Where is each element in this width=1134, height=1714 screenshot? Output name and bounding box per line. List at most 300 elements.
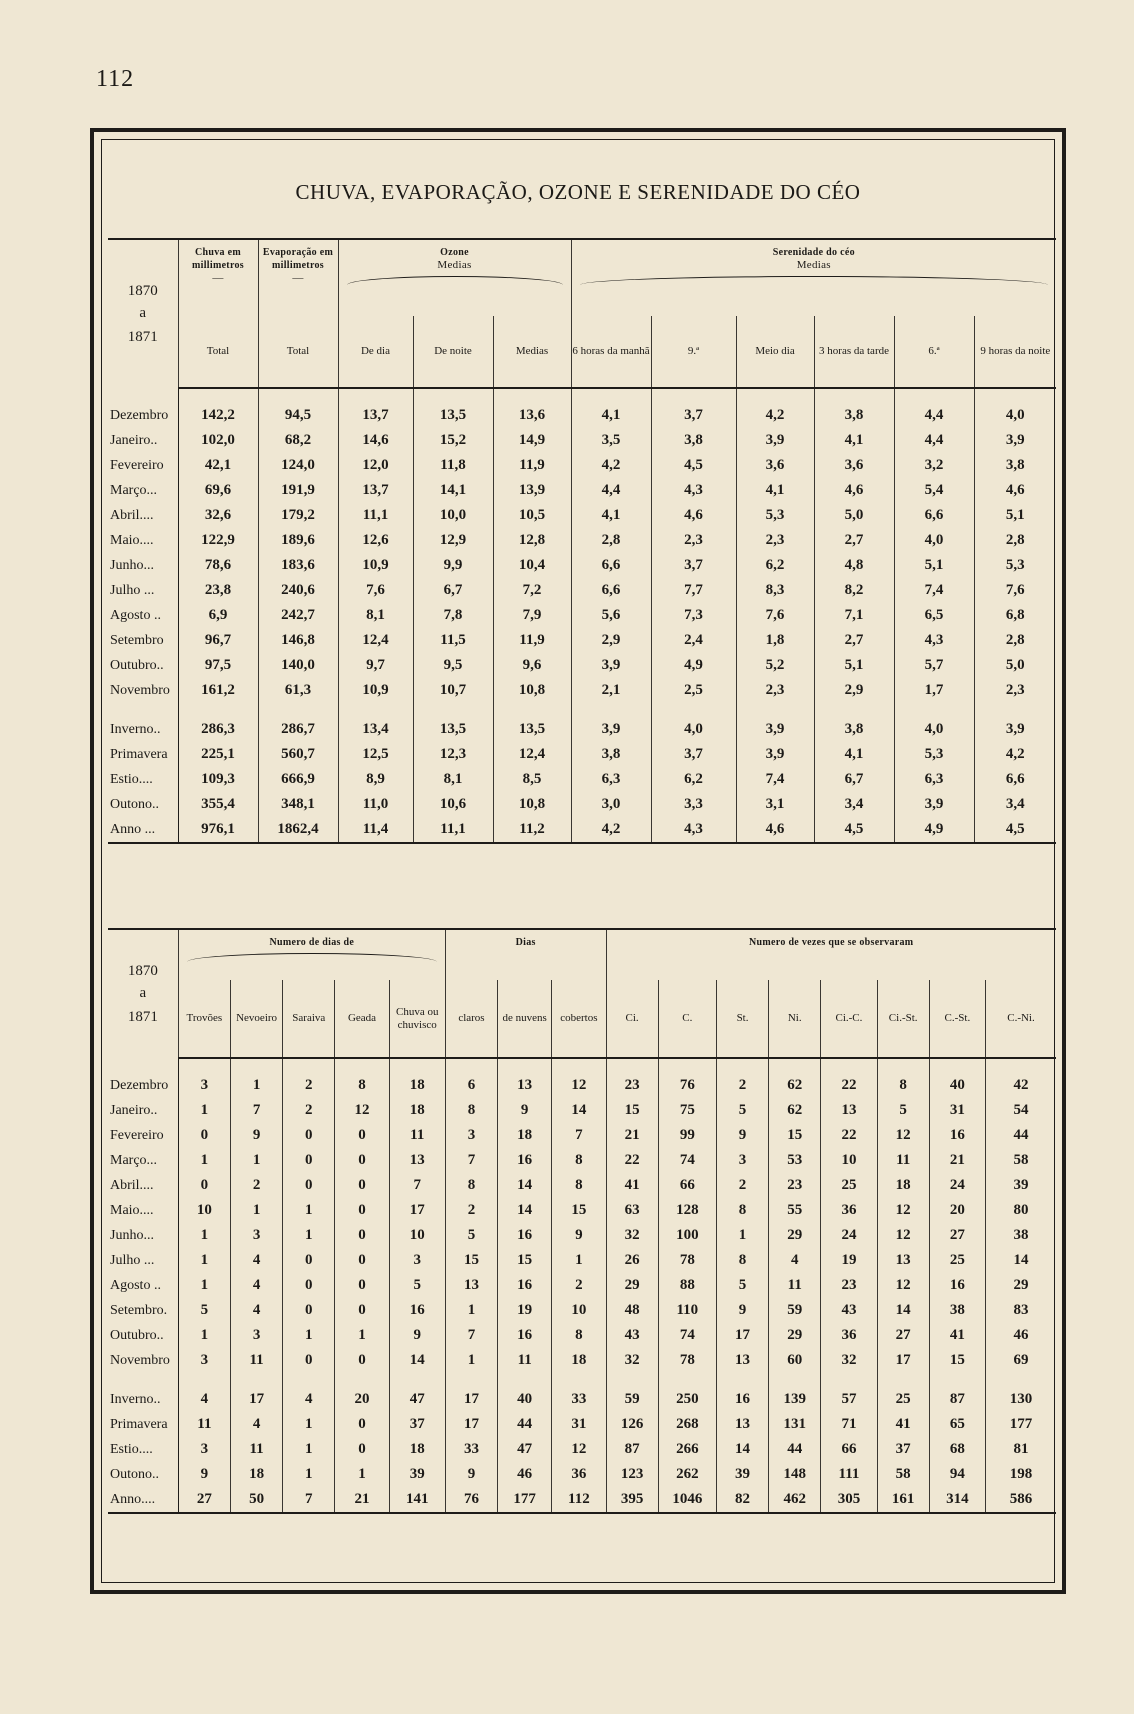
table-row <box>108 1248 1056 1273</box>
table-cell: 25 <box>929 1248 985 1273</box>
table-cell: 12,8 <box>493 528 571 553</box>
table-cell: 5 <box>716 1098 768 1123</box>
table-cell: 1 <box>335 1323 389 1348</box>
table-cell: 7,2 <box>493 578 571 603</box>
table-cell: 24 <box>929 1173 985 1198</box>
dash: — <box>292 272 304 284</box>
spacer-cell <box>716 1373 768 1387</box>
row-label: Junho... <box>108 553 178 578</box>
table-cell: 3,3 <box>651 792 736 817</box>
table-cell: 15 <box>498 1248 552 1273</box>
table-cell: 1 <box>283 1198 335 1223</box>
table-cell: 348,1 <box>258 792 338 817</box>
numero-vezes-label: Numero de vezes que se observaram <box>749 937 914 948</box>
table-cell: 100 <box>658 1223 716 1248</box>
table-cell: 37 <box>389 1412 445 1437</box>
table-cell: 1 <box>230 1073 282 1098</box>
table-cell: 3,5 <box>571 428 651 453</box>
row-label: Maio.... <box>108 1198 178 1223</box>
spacer-cell <box>413 703 493 717</box>
table-cell: 4,1 <box>571 403 651 428</box>
table-cell: 12 <box>877 1223 929 1248</box>
table-cell: 8,9 <box>338 767 413 792</box>
table-cell: 29 <box>606 1273 658 1298</box>
table-cell: 16 <box>389 1298 445 1323</box>
table-cell: 110 <box>658 1298 716 1323</box>
table-cell: 4,2 <box>571 817 651 843</box>
table-cell: 94 <box>929 1462 985 1487</box>
table-cell: 14 <box>389 1348 445 1373</box>
table-cell: 40 <box>929 1073 985 1098</box>
table-cell: 102,0 <box>178 428 258 453</box>
table-cell: 43 <box>606 1323 658 1348</box>
table-cell: 38 <box>929 1298 985 1323</box>
table-cell: 4 <box>769 1248 821 1273</box>
row-label: Novembro <box>108 678 178 703</box>
spacer-cell <box>821 1373 877 1387</box>
table-cell: 18 <box>498 1123 552 1148</box>
table-row <box>108 817 1056 843</box>
spacer-cell <box>498 1373 552 1387</box>
column-header: Chuva ou chuvisco <box>389 980 445 1058</box>
table-cell: 5 <box>716 1273 768 1298</box>
table-cell: 4,1 <box>736 478 814 503</box>
table-cell: 12,6 <box>338 528 413 553</box>
table-cell: 4,5 <box>651 453 736 478</box>
table-row <box>108 1323 1056 1348</box>
brace-line <box>187 953 437 962</box>
table-cell: 65 <box>929 1412 985 1437</box>
table-row <box>108 1098 1056 1123</box>
table-cell: 29 <box>985 1273 1056 1298</box>
spacer-cell <box>769 1058 821 1073</box>
table-cell: 2,3 <box>974 678 1056 703</box>
row-label: Agosto .. <box>108 1273 178 1298</box>
dias-label: Dias <box>515 937 536 948</box>
table-cell: 10,5 <box>493 503 571 528</box>
table-cell: 12,0 <box>338 453 413 478</box>
spacer-cell <box>606 1058 658 1073</box>
spacer-cell <box>716 1058 768 1073</box>
table-cell: 78,6 <box>178 553 258 578</box>
stub2-a: a <box>139 985 147 1001</box>
table-cell: 240,6 <box>258 578 338 603</box>
table-cell: 16 <box>498 1323 552 1348</box>
table-cell: 6,6 <box>571 578 651 603</box>
table-row <box>108 742 1056 767</box>
table-cell: 11,8 <box>413 453 493 478</box>
spacer-cell <box>108 703 178 717</box>
table-cell: 5 <box>389 1273 445 1298</box>
spacer-cell <box>769 1373 821 1387</box>
table-row <box>108 503 1056 528</box>
table-cell: 266 <box>658 1437 716 1462</box>
column-header: de nuvens <box>498 980 552 1058</box>
table-cell: 76 <box>658 1073 716 1098</box>
column-header: Nevoeiro <box>230 980 282 1058</box>
table-cell: 87 <box>606 1437 658 1462</box>
table-cell: 4,2 <box>571 453 651 478</box>
table-cell: 161 <box>877 1487 929 1513</box>
table-cell: 3,1 <box>736 792 814 817</box>
column-header: Ci. <box>606 980 658 1058</box>
table-cell: 5,0 <box>974 653 1056 678</box>
ozone-sub-label: Medias <box>437 259 472 271</box>
table-cell: 13 <box>445 1273 497 1298</box>
table-cell: 3,8 <box>651 428 736 453</box>
table-cell: 69 <box>985 1348 1056 1373</box>
table-cell: 74 <box>658 1148 716 1173</box>
table-cell: 54 <box>985 1098 1056 1123</box>
row-label: Outubro.. <box>108 653 178 678</box>
table-cell: 16 <box>929 1273 985 1298</box>
table-cell: 2,3 <box>736 528 814 553</box>
spacer-row <box>108 1373 1056 1387</box>
table-cell: 177 <box>498 1487 552 1513</box>
table-row <box>108 1198 1056 1223</box>
table-cell: 12,4 <box>338 628 413 653</box>
table-cell: 4,1 <box>814 742 894 767</box>
spacer-cell <box>571 388 651 403</box>
table-cell: 13,4 <box>338 717 413 742</box>
table-row <box>108 1298 1056 1323</box>
table-cell: 9 <box>716 1123 768 1148</box>
row-label: Março... <box>108 478 178 503</box>
table-cell: 0 <box>283 1348 335 1373</box>
column-header: De noite <box>413 316 493 388</box>
table-cell: 17 <box>230 1387 282 1412</box>
table-cell: 29 <box>769 1323 821 1348</box>
table-cell: 2 <box>283 1073 335 1098</box>
table-cell: 9 <box>498 1098 552 1123</box>
table-cell: 130 <box>985 1387 1056 1412</box>
table-cell: 4 <box>230 1298 282 1323</box>
table-row <box>108 1387 1056 1412</box>
table-cell: 18 <box>389 1098 445 1123</box>
table-cell: 0 <box>335 1298 389 1323</box>
table-cell: 0 <box>283 1173 335 1198</box>
table-cell: 225,1 <box>178 742 258 767</box>
table-cell: 69,6 <box>178 478 258 503</box>
table-frame <box>90 128 1066 1594</box>
table-cell: 148 <box>769 1462 821 1487</box>
column-header: Meio dia <box>736 316 814 388</box>
numero-dias-label: Numero de dias de <box>269 937 355 948</box>
table-cell: 44 <box>985 1123 1056 1148</box>
table-cell: 5,1 <box>894 553 974 578</box>
table-cell: 146,8 <box>258 628 338 653</box>
table-cell: 4,6 <box>974 478 1056 503</box>
spacer-cell <box>985 1058 1056 1073</box>
table-cell: 0 <box>178 1123 230 1148</box>
table-cell: 976,1 <box>178 817 258 843</box>
table-cell: 43 <box>821 1298 877 1323</box>
table-cell: 5,1 <box>814 653 894 678</box>
table-cell: 4,3 <box>651 817 736 843</box>
table-row <box>108 578 1056 603</box>
table-cell: 6,3 <box>894 767 974 792</box>
table-cell: 17 <box>716 1323 768 1348</box>
table-cell: 9,7 <box>338 653 413 678</box>
table-cell: 4,6 <box>814 478 894 503</box>
table-cell: 19 <box>498 1298 552 1323</box>
table-row <box>108 1437 1056 1462</box>
table-cell: 59 <box>606 1387 658 1412</box>
table-cell: 11,2 <box>493 817 571 843</box>
table-cell: 33 <box>552 1387 606 1412</box>
table-cell: 57 <box>821 1387 877 1412</box>
table-cell: 0 <box>283 1273 335 1298</box>
table-cell: 62 <box>769 1073 821 1098</box>
table-cell: 36 <box>552 1462 606 1487</box>
column-header: 3 horas da tarde <box>814 316 894 388</box>
table-cell: 47 <box>389 1387 445 1412</box>
table-cell: 8 <box>716 1198 768 1223</box>
spacer-cell <box>877 1373 929 1387</box>
table-row <box>108 1123 1056 1148</box>
table-cell: 0 <box>283 1148 335 1173</box>
table-cell: 13,9 <box>493 478 571 503</box>
table-cell: 0 <box>335 1248 389 1273</box>
table-cell: 83 <box>985 1298 1056 1323</box>
table-cell: 32,6 <box>178 503 258 528</box>
table-cell: 4,5 <box>814 817 894 843</box>
table-cell: 2 <box>230 1173 282 1198</box>
table-cell: 19 <box>821 1248 877 1273</box>
table-cell: 88 <box>658 1273 716 1298</box>
table-cell: 4,2 <box>736 403 814 428</box>
table-cell: 191,9 <box>258 478 338 503</box>
spacer-cell <box>283 1373 335 1387</box>
table-cell: 12,5 <box>338 742 413 767</box>
table-cell: 131 <box>769 1412 821 1437</box>
column-header: cobertos <box>552 980 606 1058</box>
table-row <box>108 428 1056 453</box>
table-row <box>108 1148 1056 1173</box>
table-row <box>108 653 1056 678</box>
table-cell: 7,6 <box>338 578 413 603</box>
table-cell: 9,5 <box>413 653 493 678</box>
table-row <box>108 1223 1056 1248</box>
spacer-cell <box>335 1058 389 1073</box>
table-cell: 74 <box>658 1323 716 1348</box>
row-label: Janeiro.. <box>108 428 178 453</box>
table-cell: 3,8 <box>571 742 651 767</box>
table-cell: 4,6 <box>651 503 736 528</box>
evaporacao-header <box>258 239 338 316</box>
row-label: Outono.. <box>108 792 178 817</box>
table-cell: 6 <box>445 1073 497 1098</box>
row-label: Outono.. <box>108 1462 178 1487</box>
table-cell: 16 <box>498 1273 552 1298</box>
table-cell: 82 <box>716 1487 768 1513</box>
table-cell: 2 <box>445 1198 497 1223</box>
table-cell: 15 <box>929 1348 985 1373</box>
ozone-header <box>338 239 571 316</box>
table-cell: 16 <box>929 1123 985 1148</box>
table-cell: 18 <box>389 1437 445 1462</box>
column-header: 9.ª <box>651 316 736 388</box>
table-cell: 78 <box>658 1348 716 1373</box>
table-cell: 586 <box>985 1487 1056 1513</box>
spacer-cell <box>230 1058 282 1073</box>
table-row <box>108 628 1056 653</box>
table-cell: 14 <box>716 1437 768 1462</box>
row-label: Janeiro.. <box>108 1098 178 1123</box>
table-cell: 0 <box>335 1273 389 1298</box>
table-cell: 0 <box>335 1223 389 1248</box>
spacer-cell <box>658 1373 716 1387</box>
table-cell: 1 <box>178 1148 230 1173</box>
table-cell: 2,8 <box>571 528 651 553</box>
spacer-cell <box>178 1058 230 1073</box>
spacer-cell <box>108 1373 178 1387</box>
table-cell: 2,3 <box>736 678 814 703</box>
table-cell: 2 <box>283 1098 335 1123</box>
serenidade-sub-label: Medias <box>796 259 831 271</box>
table-cell: 6,6 <box>571 553 651 578</box>
table-cell: 46 <box>985 1323 1056 1348</box>
table-cell: 4,9 <box>894 817 974 843</box>
table-cell: 3,0 <box>571 792 651 817</box>
table-cell: 4,8 <box>814 553 894 578</box>
table-cell: 21 <box>929 1148 985 1173</box>
column-header: Saraiva <box>283 980 335 1058</box>
table-cell: 4,1 <box>571 503 651 528</box>
table-cell: 3,9 <box>736 428 814 453</box>
table-cell: 1 <box>445 1298 497 1323</box>
table-cell: 3 <box>178 1437 230 1462</box>
spacer-cell <box>258 388 338 403</box>
table-cell: 1 <box>283 1412 335 1437</box>
spacer-cell <box>651 703 736 717</box>
table-cell: 314 <box>929 1487 985 1513</box>
table-cell: 27 <box>929 1223 985 1248</box>
table-cell: 8 <box>445 1098 497 1123</box>
row-label: Anno.... <box>108 1487 178 1513</box>
spacer-cell <box>178 388 258 403</box>
spacer-cell <box>335 1373 389 1387</box>
table-cell: 242,7 <box>258 603 338 628</box>
table-cell: 6,7 <box>814 767 894 792</box>
table-cell: 15 <box>769 1123 821 1148</box>
table-cell: 5 <box>178 1298 230 1323</box>
spacer-cell <box>894 703 974 717</box>
table-cell: 20 <box>929 1198 985 1223</box>
spacer-cell <box>230 1373 282 1387</box>
spacer-cell <box>493 703 571 717</box>
table-cell: 8 <box>445 1173 497 1198</box>
table-cell: 3 <box>178 1073 230 1098</box>
table-cell: 122,9 <box>178 528 258 553</box>
table-cell: 6,3 <box>571 767 651 792</box>
rain-evaporation-ozone-serenity-table <box>108 238 1056 844</box>
table-cell: 8 <box>552 1173 606 1198</box>
table-cell: 13 <box>716 1348 768 1373</box>
table-cell: 68 <box>929 1437 985 1462</box>
table-cell: 31 <box>929 1098 985 1123</box>
row-label: Inverno.. <box>108 717 178 742</box>
table-cell: 2 <box>716 1173 768 1198</box>
table-cell: 2,1 <box>571 678 651 703</box>
column-header: Medias <box>493 316 571 388</box>
spacer-cell <box>985 1373 1056 1387</box>
spacer-cell <box>108 1058 178 1073</box>
table-cell: 4,1 <box>814 428 894 453</box>
table-cell: 1046 <box>658 1487 716 1513</box>
brace-line <box>347 276 563 285</box>
spacer-cell <box>929 1058 985 1073</box>
table-cell: 27 <box>877 1323 929 1348</box>
stub-year-end: 1871 <box>127 329 158 345</box>
table-cell: 141 <box>389 1487 445 1513</box>
table-cell: 4,0 <box>974 403 1056 428</box>
table-cell: 8 <box>552 1148 606 1173</box>
table-cell: 32 <box>606 1348 658 1373</box>
column-header: claros <box>445 980 497 1058</box>
table-cell: 21 <box>335 1487 389 1513</box>
table-cell: 8,2 <box>814 578 894 603</box>
table-cell: 10,8 <box>493 792 571 817</box>
table-cell: 7,7 <box>651 578 736 603</box>
table-cell: 0 <box>283 1123 335 1148</box>
spacer-cell <box>929 1373 985 1387</box>
table-cell: 13,6 <box>493 403 571 428</box>
table-cell: 0 <box>283 1248 335 1273</box>
table-cell: 666,9 <box>258 767 338 792</box>
table-cell: 0 <box>335 1173 389 1198</box>
table-cell: 6,5 <box>894 603 974 628</box>
table-cell: 3,8 <box>974 453 1056 478</box>
table-cell: 4 <box>230 1273 282 1298</box>
table-cell: 9 <box>178 1462 230 1487</box>
table-cell: 11,1 <box>338 503 413 528</box>
table-cell: 128 <box>658 1198 716 1223</box>
table-cell: 8,1 <box>413 767 493 792</box>
table-cell: 3,9 <box>736 717 814 742</box>
row-label: Novembro <box>108 1348 178 1373</box>
table-cell: 4,6 <box>736 817 814 843</box>
table-cell: 7,6 <box>736 603 814 628</box>
table-cell: 12 <box>877 1273 929 1298</box>
column-header: 6 horas da manhã <box>571 316 651 388</box>
table-cell: 5,7 <box>894 653 974 678</box>
table-cell: 3,9 <box>571 717 651 742</box>
table-row <box>108 678 1056 703</box>
table-cell: 15 <box>606 1098 658 1123</box>
spacer-cell <box>974 388 1056 403</box>
table-cell: 1 <box>283 1437 335 1462</box>
column-header: Ci.-St. <box>877 980 929 1058</box>
spacer-cell <box>894 388 974 403</box>
brace-line <box>580 276 1049 285</box>
table-cell: 12,4 <box>493 742 571 767</box>
table-cell: 4 <box>178 1387 230 1412</box>
table-cell: 179,2 <box>258 503 338 528</box>
table-cell: 1 <box>445 1348 497 1373</box>
weather-days-and-clouds-table <box>108 928 1056 1514</box>
table-cell: 111 <box>821 1462 877 1487</box>
table-row <box>108 1073 1056 1098</box>
table-cell: 9 <box>230 1123 282 1148</box>
table-cell: 22 <box>821 1073 877 1098</box>
table-cell: 3,6 <box>814 453 894 478</box>
table-cell: 39 <box>389 1462 445 1487</box>
column-header: C.-Ni. <box>985 980 1056 1058</box>
table-cell: 5,3 <box>974 553 1056 578</box>
spacer-row <box>108 1058 1056 1073</box>
table-cell: 1 <box>716 1223 768 1248</box>
